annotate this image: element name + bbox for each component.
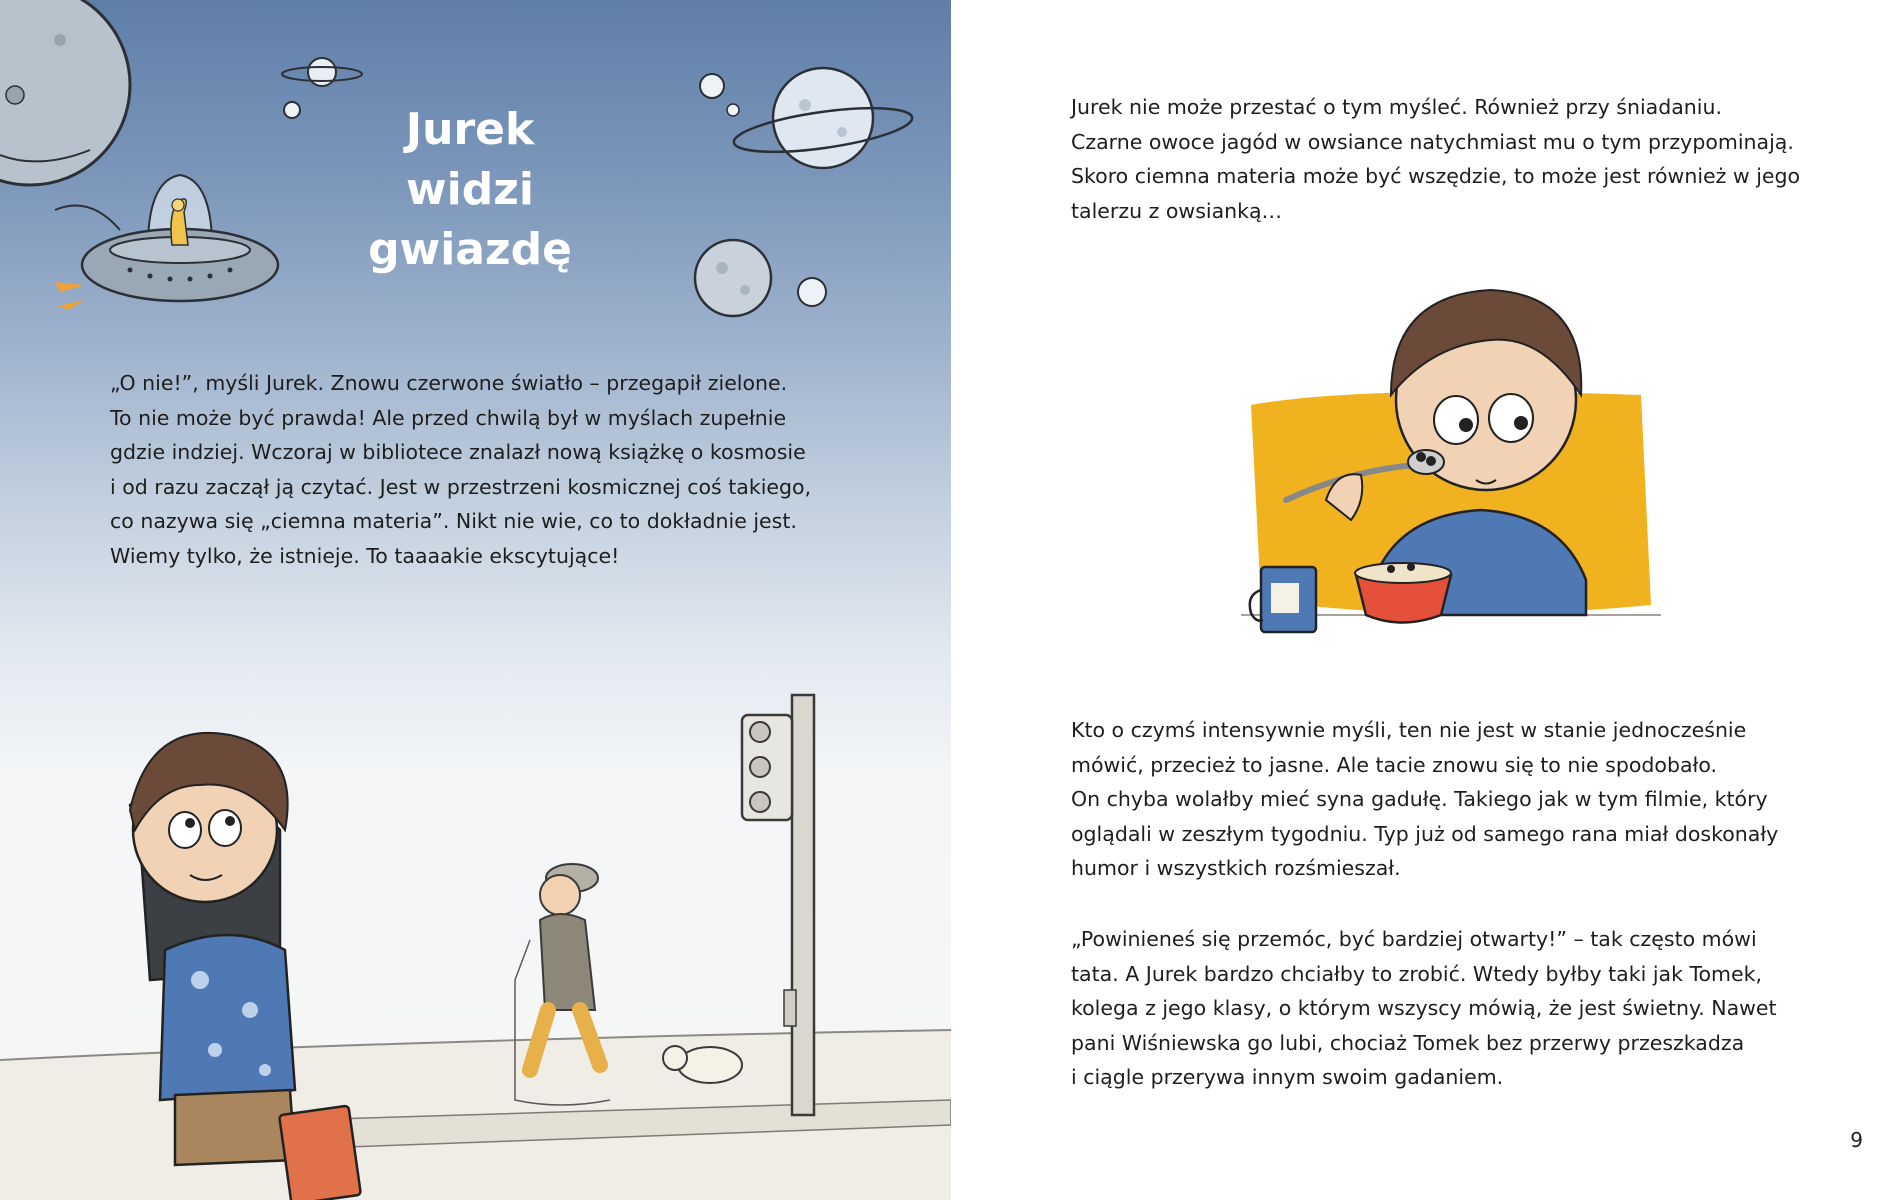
text-line: co nazywa się „ciemna materia”. Nikt nie wie, co to dokładnie jest. xyxy=(110,509,797,534)
moon-large xyxy=(0,0,130,185)
text-line: Czarne owoce jagód w owsiance natychmiast mu o tym przypominają. xyxy=(1071,129,1794,154)
chapter-title-line-2: widzi gwiazdę xyxy=(368,164,572,275)
text-line: oglądali w zeszłym tygodniu. Typ już od samego rana miał doskonały xyxy=(1071,821,1779,846)
text-line: Skoro ciemna materia może być wszędzie, to może jest również w jego xyxy=(1071,164,1801,189)
text-line: gdzie indziej. Wczoraj w bibliotece znalazł nową książkę o kosmosie xyxy=(110,440,806,465)
planet-small-ringed xyxy=(282,58,362,86)
text-line: i od razu zaczął ją czytać. Jest w przestrzeni kosmicznej coś takiego, xyxy=(110,474,812,499)
text-line: mówić, przecież to jasne. Ale tacie znowu się to nie spodobało. xyxy=(1071,752,1718,777)
text-line: humor i wszystkich rozśmieszał. xyxy=(1071,856,1401,881)
text-line: Wiemy tylko, że istnieje. To taaaakie ekscytujące! xyxy=(110,543,620,568)
text-line: pani Wiśniewska go lubi, chociaż Tomek bez przerwy przeszkadza xyxy=(1071,1030,1745,1055)
text-line: „O nie!”, myśli Jurek. Znowu czerwone światło – przegapił zielone. xyxy=(110,371,788,395)
ufo-with-bird xyxy=(55,175,278,310)
moon-tiny-2 xyxy=(700,74,724,98)
chapter-title-line-1: Jurek xyxy=(405,104,535,155)
right-paragraph-3 xyxy=(1071,922,1777,1095)
moon-tiny-4 xyxy=(798,278,826,306)
right-page xyxy=(951,0,1893,1200)
moon-tiny-1 xyxy=(284,102,300,118)
text-line: On chyba wolałby mieć syna gadułę. Takiego jak w tym filmie, który xyxy=(1071,787,1768,812)
moon-medium xyxy=(695,240,771,316)
chapter-title xyxy=(300,100,640,280)
right-paragraph-1 xyxy=(1071,90,1800,228)
text-line: „Powinieneś się przemóc, być bardziej otwarty!” – tak często mówi xyxy=(1071,927,1757,951)
left-paragraph-1 xyxy=(110,366,811,574)
text-line: Kto o czymś intensywnie myśli, ten nie jest w stanie jednocześnie xyxy=(1071,718,1747,742)
street-illustration xyxy=(0,680,951,1200)
mug xyxy=(1250,567,1316,632)
text-line: talerzu z owsianką… xyxy=(1071,198,1283,223)
text-line: i ciągle przerywa innym swoim gadaniem. xyxy=(1071,1065,1504,1090)
porridge-bowl xyxy=(1355,563,1451,623)
text-line: kolega z jego klasy, o którym wszyscy mówią, że jest świetny. Nawet xyxy=(1071,996,1777,1021)
moon-tiny-3 xyxy=(727,104,739,116)
right-paragraph-2 xyxy=(1071,713,1778,886)
text-line: To nie może być prawda! Ale przed chwilą był w myślach zupełnie xyxy=(110,405,787,430)
text-line: Jurek nie może przestać o tym myśleć. Również przy śniadaniu. xyxy=(1071,95,1722,119)
breakfast-illustration xyxy=(1241,275,1661,685)
planet-saturn xyxy=(731,68,914,168)
text-line: tata. A Jurek bardzo chciałby to zrobić. Wtedy byłby taki jak Tomek, xyxy=(1071,961,1763,986)
page-number: 9 xyxy=(1850,1128,1863,1152)
